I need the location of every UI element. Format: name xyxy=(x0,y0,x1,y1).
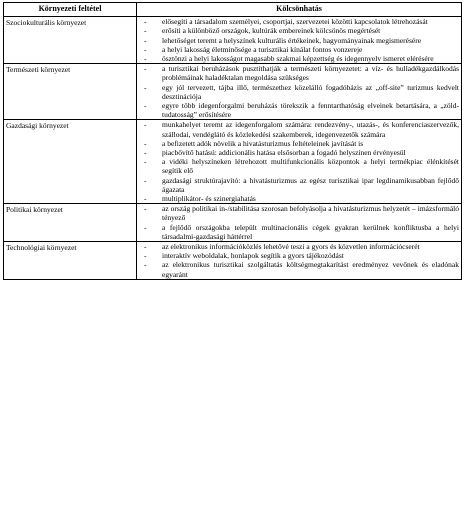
list-item: - piacbővítő hatású: addicionális hatása elsősorban a fogadó helyszínen érvényesül xyxy=(139,148,459,157)
list-item: - lehetőséget teremt a helyszínek kulturális értékeinek, hagyományainak megismerésére xyxy=(139,36,459,45)
list-item: - elősegíti a társadalom személyei, csoportjai, szervezetei közötti kapcsolatok létrehozását xyxy=(139,17,459,26)
row-items-economic xyxy=(137,120,462,204)
table-row xyxy=(4,242,462,280)
row-label-technological: Technológiai környezet xyxy=(4,242,137,280)
list-item: - a turisztikai beruházások pusztíthatják a természeti környezetet: a víz- és hulladékgazdálkodás problémáinak haladéktalan megoldása szükséges xyxy=(139,64,459,82)
list-item: - ösztönzi a helyi lakosságot magasabb szakmai képzettség és idegennyelv ismeret elérésére xyxy=(139,54,459,63)
environment-interaction-table xyxy=(3,2,462,280)
list-item: - gazdasági struktúrajavító: a hivatásturizmus az egész turisztikai ipar legdinamikusabban fejlődő ágazata xyxy=(139,176,459,194)
column-header-condition: Környezeti feltétel xyxy=(4,3,137,17)
row-label-sociocultural: Szociokulturális környezet xyxy=(4,17,137,64)
table-row xyxy=(4,204,462,242)
list-item: - erősíti a különböző országok, kultúrák embereinek kölcsönös megértését xyxy=(139,26,459,35)
row-items-political xyxy=(137,204,462,242)
column-header-interaction: Kölcsönhatás xyxy=(137,3,462,17)
table-row xyxy=(4,17,462,64)
list-item: - a fejlődő országokba települt multinacionális cégek gyakran kerülnek konfliktusba a helyi társadalmi-gazdasági háttérrel xyxy=(139,223,459,241)
row-items-natural xyxy=(137,64,462,120)
table-row xyxy=(4,120,462,204)
list-item: - az elektronikus turisztikai szolgáltatás költségmegtakarítást eredményez vevőnek és eladónak egyaránt xyxy=(139,260,459,278)
row-label-political: Politikai környezet xyxy=(4,204,137,242)
list-item: - munkahelyet teremt az idegenforgalom számára: rendezvény-, utazás-, és konferenciaszervezők, szállodai, vendéglátó és közlekedési szakemberek, idegenvezetők számára xyxy=(139,120,459,138)
table-row xyxy=(4,64,462,120)
list-item: - interaktív weboldalak, honlapok segítik a gyors tájékozódást xyxy=(139,251,459,260)
row-label-natural: Természeti környezet xyxy=(4,64,137,120)
list-item: - a helyi lakosság életminősége a turisztikai kínálat fontos vonzereje xyxy=(139,45,459,54)
document-page xyxy=(3,2,461,280)
list-item: - az elektronikus információközlés lehetővé teszi a gyors és közvetlen információcserét xyxy=(139,242,459,251)
list-item: - multiplikátor- és szinergiahatás xyxy=(139,194,459,203)
list-item: - a vidéki helyszíneken létrehozott multifunkcionális központok a helyi termékpiac élénkítését segítik elő xyxy=(139,157,459,175)
list-item: - a befizetett adók növelik a hivatásturizmus feltételeinek javítását is xyxy=(139,139,459,148)
table-header-row xyxy=(4,3,462,17)
list-item: - egyre több idegenforgalmi beruházás törekszik a fenntarthatóság elveinek betartására, a „zöld-tudatosság” erősítésére xyxy=(139,101,459,119)
list-item: - egy jól tervezett, tájba illő, természethez közelálló fogadóbázis az „off-site” turizmus kedvelt desztinációja xyxy=(139,83,459,101)
row-label-economic: Gazdasági környezet xyxy=(4,120,137,204)
list-item: - az ország politikai in-/stabilitása szorosan befolyásolja a hivatásturizmus helyzetét – imázsformáló tényező xyxy=(139,204,459,222)
row-items-technological xyxy=(137,242,462,280)
row-items-sociocultural xyxy=(137,17,462,64)
